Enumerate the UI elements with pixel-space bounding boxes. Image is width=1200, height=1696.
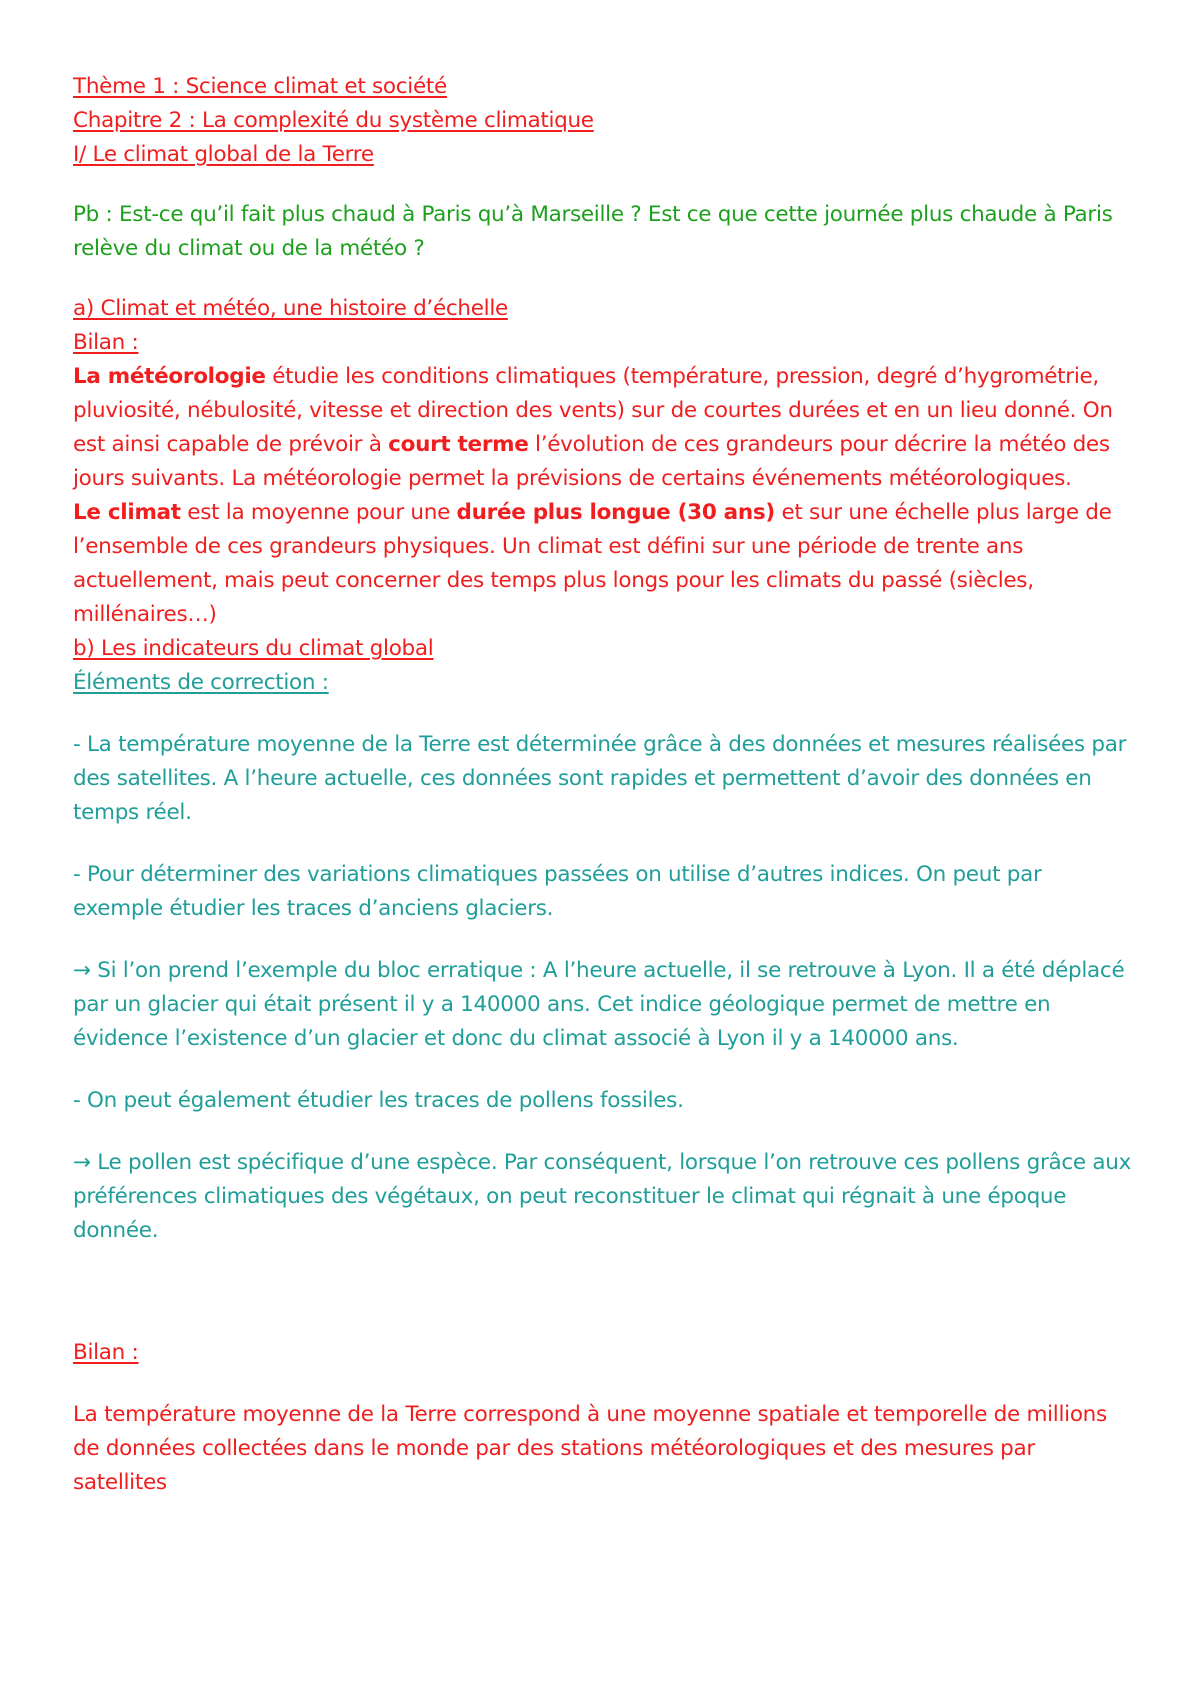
part-a-title: a) Climat et météo, une histoire d’échelle bbox=[73, 296, 508, 321]
duree-emphasis: durée plus longue (30 ans) bbox=[456, 500, 775, 525]
correction-paragraph-indices: - Pour déterminer des variations climatiques passées on utilise d’autres indices. On peut par exemple étudier les traces d’anciens glaciers. bbox=[73, 862, 1042, 921]
correction-paragraph-pollen-espece: → Le pollen est spécifique d’une espèce. Par conséquent, lorsque l’on retrouve ces pollens grâce aux préférences climatiques des végétaux, on peut reconstituer le climat qui régnait à une époque donnée. bbox=[73, 1150, 1131, 1243]
correction-label: Éléments de correction : bbox=[73, 670, 329, 695]
meteorologie-text-2: l’évolution de ces grandeurs pour décrire la météo des jours suivants. La météorologie permet la prévisions de certains événements météorologiques. bbox=[73, 432, 1110, 491]
document-page bbox=[73, 70, 1135, 1500]
correction-paragraph-pollens: - On peut également étudier les traces de pollens fossiles. bbox=[73, 1088, 684, 1113]
part-a-bilan-label: Bilan : bbox=[73, 330, 139, 355]
court-terme-emphasis: court terme bbox=[388, 432, 529, 457]
climat-text-1: est la moyenne pour une bbox=[180, 500, 457, 525]
part-b-bilan-label: Bilan : bbox=[73, 1340, 139, 1365]
chapter-heading: Chapitre 2 : La complexité du système climatique bbox=[73, 108, 594, 133]
correction-paragraph-satellites: - La température moyenne de la Terre est déterminée grâce à des données et mesures réalisées par des satellites. A l’heure actuelle, ces données sont rapides et permettent d’avoir des données en temps réel. bbox=[73, 732, 1127, 825]
problem-statement: Pb : Est-ce qu’il fait plus chaud à Paris qu’à Marseille ? Est ce que cette journée plus chaude à Paris relève du climat ou de la météo ? bbox=[73, 202, 1113, 261]
section-heading: I/ Le climat global de la Terre bbox=[73, 142, 374, 167]
meteorologie-paragraph bbox=[73, 360, 1135, 496]
theme-heading: Thème 1 : Science climat et société bbox=[73, 74, 447, 99]
climat-paragraph bbox=[73, 496, 1135, 632]
part-b-bilan-text: La température moyenne de la Terre correspond à une moyenne spatiale et temporelle de millions de données collectées dans le monde par des stations météorologiques et des mesures par satellites bbox=[73, 1402, 1107, 1495]
climat-term: Le climat bbox=[73, 500, 181, 525]
correction-paragraph-bloc-erratique: → Si l’on prend l’exemple du bloc erratique : A l’heure actuelle, il se retrouve à Lyon. Il a été déplacé par un glacier qui était présent il y a 140000 ans. Cet indice géologique permet de mettre en évidence l’existence d’un glacier et donc du climat associé à Lyon il y a 140000 ans. bbox=[73, 958, 1125, 1051]
part-b-title: b) Les indicateurs du climat global bbox=[73, 636, 434, 661]
meteorologie-text-1: étudie les conditions climatiques (température, pression, degré d’hygrométrie, pluviosité, nébulosité, vitesse et direction des vents) sur de courtes durées et en un lieu donné. On est ainsi capable de prévoir à bbox=[73, 364, 1113, 457]
climat-text-2: et sur une échelle plus large de l’ensemble de ces grandeurs physiques. Un climat est défini sur une période de trente ans actuellement, mais peut concerner des temps plus longs pour les climats du passé (siècles, millénaires…) bbox=[73, 500, 1112, 627]
meteorologie-term: La météorologie bbox=[73, 364, 266, 389]
